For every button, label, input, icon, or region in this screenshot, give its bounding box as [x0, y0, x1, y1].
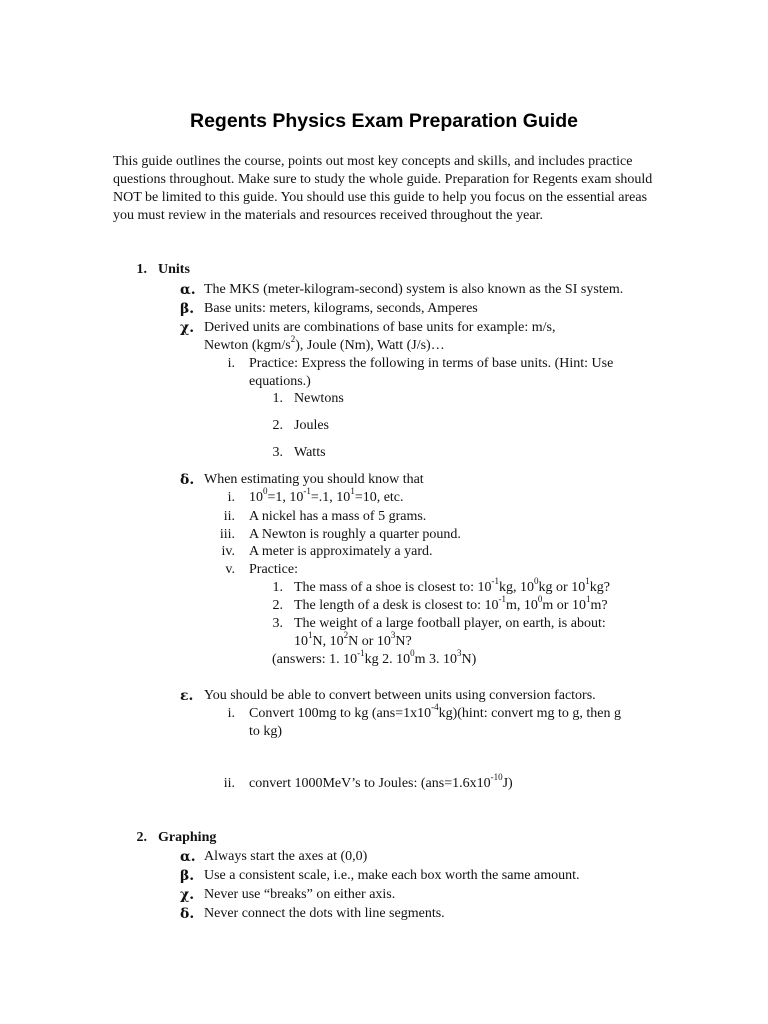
- graphing-rule-scale: Use a consistent scale, i.e., make each box worth the same amount.: [204, 868, 580, 883]
- estimate-item-number: ii.: [223, 509, 235, 524]
- epsilon-marker: ε.: [180, 688, 194, 704]
- conversion-item-number: ii.: [223, 776, 235, 791]
- estimate-nickel: A nickel has a mass of 5 grams.: [249, 509, 427, 524]
- beta-marker: β.: [180, 301, 195, 317]
- graphing-rule-dots: Never connect the dots with line segments.: [204, 906, 445, 921]
- conversion-mg-to-kg-line2: to kg): [249, 724, 283, 739]
- practice-line1: Practice: Express the following in terms of base units. (Hint: Use: [249, 356, 614, 371]
- estimate-item-number: iii.: [219, 527, 235, 542]
- practice-item-newtons: Newtons: [294, 391, 344, 406]
- delta-marker: δ.: [180, 906, 195, 922]
- chi-marker: χ.: [180, 320, 195, 336]
- page-title: Regents Physics Exam Preparation Guide: [190, 110, 578, 132]
- estimate-question-number: 3.: [272, 616, 283, 631]
- practice-item-number: 3.: [272, 445, 283, 460]
- chi-marker: χ.: [180, 887, 195, 903]
- alpha-marker: α.: [180, 849, 196, 865]
- estimate-question-football-line2: $10^1N$, $10^2N$ or $10^3N$?: [294, 630, 412, 649]
- beta-marker: β.: [180, 868, 195, 884]
- practice-item-joules: Joules: [294, 418, 329, 433]
- estimate-answers: (answers: 1. $10^{-1}kg$ 2. $10^0m$ 3. $10^3N$): [272, 648, 477, 667]
- units-chi-line1: Derived units are combinations of base units for example: m/s,: [204, 320, 556, 335]
- units-chi-line2: Newton $(kgm/s^2)$, Joule (Nm), Watt (J/s)…: [204, 334, 445, 353]
- alpha-marker: α.: [180, 282, 196, 298]
- estimate-item-number: iv.: [221, 544, 235, 559]
- practice-item-number: 1.: [272, 391, 283, 406]
- estimate-question-football-line1: The weight of a large football player, on earth, is about:: [294, 616, 606, 631]
- units-delta-text: When estimating you should know that: [204, 472, 424, 487]
- estimate-item-number: i.: [227, 490, 235, 505]
- estimate-question-shoe: The mass of a shoe is closest to: $10^{-1}kg$, $10^0kg$ or $10^1kg$?: [294, 576, 610, 595]
- units-epsilon-text: You should be able to convert between units using conversion factors.: [204, 688, 596, 703]
- graphing-rule-axes: Always start the axes at (0,0): [204, 849, 368, 864]
- intro-paragraph: This guide outlines the course, points out most key concepts and skills, and includes practice questions throughout. Make sure to study the whole guide. Preparation for Regents exam should NOT be limited to this guide. You should use this guide to help you focus on the essential areas you must review in the materials and resources received throughout the year.: [113, 154, 653, 223]
- estimate-newton: A Newton is roughly a quarter pound.: [249, 527, 461, 542]
- conversion-item-number: i.: [227, 706, 235, 721]
- estimate-item-number: v.: [225, 562, 235, 577]
- units-alpha-text: The MKS (meter-kilogram-second) system is also known as the SI system.: [204, 282, 624, 297]
- estimate-practice-label: Practice:: [249, 562, 298, 577]
- graphing-rule-breaks: Never use “breaks” on either axis.: [204, 887, 396, 902]
- section-1-number: 1.: [136, 262, 147, 277]
- practice-number: i.: [227, 356, 235, 371]
- conversion-mev-to-joules: convert 1000MeV’s to Joules: $(ans=1.6x10^{-10}J)$: [249, 772, 513, 791]
- section-2-number: 2.: [136, 830, 147, 845]
- section-2-title: Graphing: [158, 830, 217, 845]
- units-beta-text: Base units: meters, kilograms, seconds, Amperes: [204, 301, 478, 316]
- estimate-question-number: 1.: [272, 580, 283, 595]
- practice-item-number: 2.: [272, 418, 283, 433]
- conversion-mg-to-kg: Convert 100mg to kg $(ans=1x10^{-4}kg)(hint$: convert mg to g, then g: [249, 702, 621, 721]
- section-1-title: Units: [158, 262, 190, 277]
- estimate-question-desk: The length of a desk is closest to: $10^{-1}m$, $10^0m$ or $10^1m$?: [294, 594, 608, 613]
- practice-item-watts: Watts: [294, 445, 326, 460]
- estimate-question-number: 2.: [272, 598, 283, 613]
- estimate-powers-of-ten: $10^0=1$, $10^{-1}=.1$, $10^1=10$, etc.: [249, 486, 404, 505]
- delta-marker: δ.: [180, 472, 195, 488]
- estimate-meter: A meter is approximately a yard.: [249, 544, 433, 559]
- practice-line2: equations.): [249, 374, 311, 389]
